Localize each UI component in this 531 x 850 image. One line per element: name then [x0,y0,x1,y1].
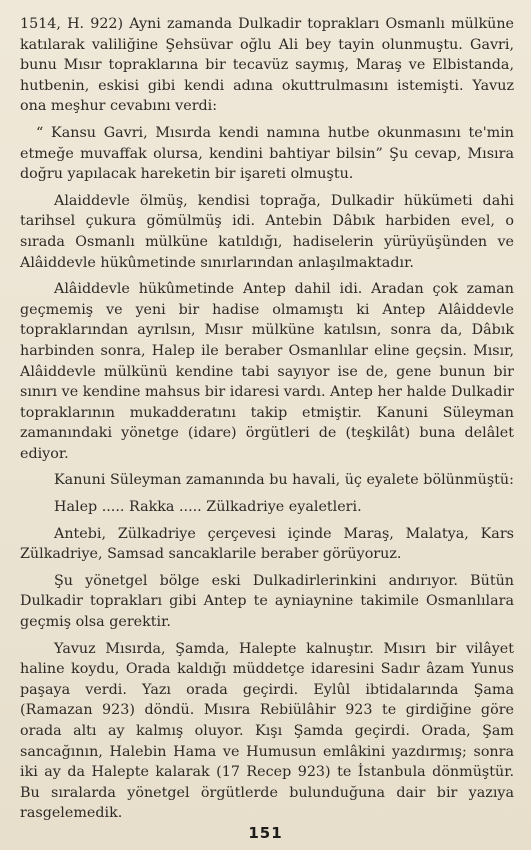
paragraph-7: Antebi, Zülkadriye çerçevesi içinde Maraş, Malatya, Kars Zülkadriye, Samsad sancaklarile beraber görüyoruz. [20,525,514,563]
quote-paragraph: “ Kansu Gavri, Mısırda kendi namına hutbe okunmasını te'min etmeğe muvaffak olursa, kendini bahtiyar bilsin” Şu cevap, Mısıra doğru yapılacak hareketin bir işareti olmuştu. [20,124,514,183]
paragraph-8: Şu yönetgel bölge eski Dulkadirlerinkini andırıyor. Bütün Dulkadir toprakları gibi Antep te ayniaynine takimile Osmanlılara geçmiş olsa gerektir. [20,572,514,631]
paragraph-5: Kanuni Süleyman zamanında bu havali, üç eyalete bölünmüştü: [54,472,514,489]
body-text [20,14,514,830]
paragraph-6: Halep ..... Rakka ..... Zülkadriye eyaletleri. [54,499,362,516]
paragraph-9: Yavuz Mısırda, Şamda, Halepte kalnuştır. Mısırı bir vilâyet haline koydu, Orada kaldığı müddetçe idaresini Sadır âzam Yunus paşaya verdi. Yazı orada geçirdi. Eylûl ibtidalarında Şama (Ramazan 923) döndü. Mısıra Rebiülâhir 923 te girdiğine göre orada altı ay kalmış oluyor. Kışı Şamda geçirdi. Orada, Şam sancağının, Halebin Hama ve Humusun emlâkini yazdırmış; sonra iki ay da Halepte kalarak (17 Recep 923) te İstanbula dönmüştür. Bu sıralarda yönetgel örgütlerde bulunduğuna dair bir yazıya rasgelemedik. [20,640,514,822]
page-number: 151 [248,824,283,842]
paragraph-1: 1514, H. 922) Ayni zamanda Dulkadir toprakları Osmanlı mülküne katılarak valiliğine Şehsüvar oğlu Ali bey tayin olunmuştu. Gavri, bunu Mısır topraklarına bir tecavüz saymış, Maraş ve Elbistanda, hutbenin, eskisi gibi kendi adına okuttrulmasını istemişti. Yavuz ona meşhur cevabını verdi: [20,16,514,115]
paragraph-4: Alâiddevle hükûmetinde Antep dahil idi. Aradan çok zaman geçmemiş ve yeni bir hadise olmamıştı ki Antep Alâiddevle topraklarından ayrılsın, Mısır mülküne katılsın, sonra da, Dâbık harbinden sonra, Halep ile beraber Osmanlılar eline geçsin. Mısır, Alâiddevle mülkünü kendine tabi sayıyor ise de, gene bunun bir sınırı ve kendine mahsus bir idaresi vardı. Antep her halde Dulkadir topraklarının mukadderatını takip etmiştir. Kanuni Süleyman zamanındaki yönetge (idare) örgütleri de (teşkilât) buna delâlet ediyor. [20,281,514,462]
paragraph-3: Alaiddevle ölmüş, kendisi toprağa, Dulkadir hükümeti dahi tarihsel çukura gömülmüş idi. Antebin Dâbık harbiden evel, o sırada Osmanlı mülküne katıldığı, hadiselerin yürüyüşünden ve Alâiddevle hükûmetinde sınırlarından anlaşılmaktadır. [20,192,514,271]
